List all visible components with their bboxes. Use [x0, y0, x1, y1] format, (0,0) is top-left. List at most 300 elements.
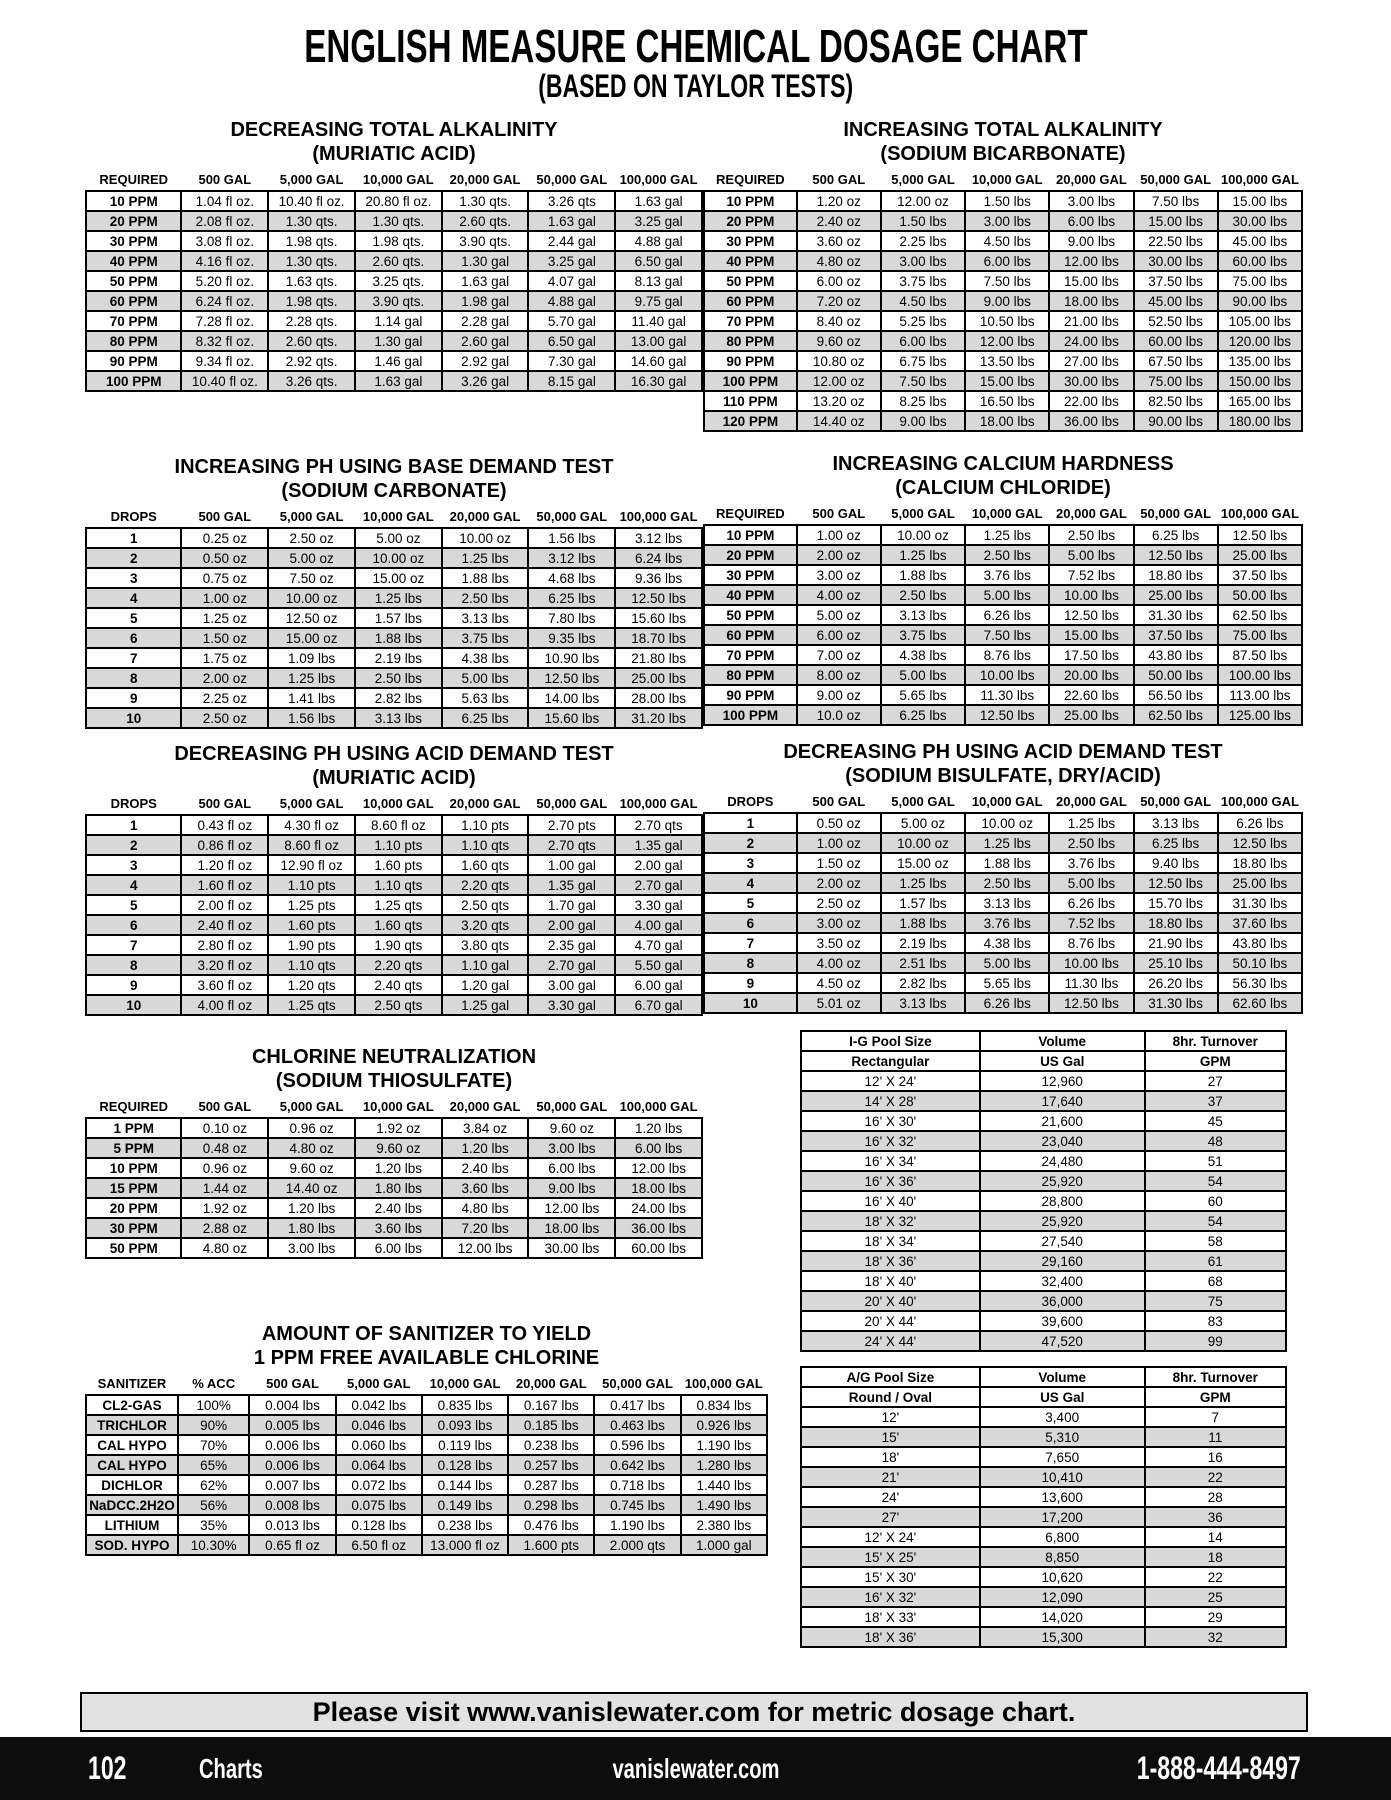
column-header: 500 GAL	[198, 172, 252, 187]
value-cell: 2.50 oz	[181, 708, 268, 728]
table-row	[801, 1251, 1286, 1271]
value-cell: 22	[1145, 1567, 1286, 1587]
value-cell: 7.50 lbs	[965, 625, 1049, 645]
value-cell: 3.30 gal	[528, 995, 615, 1015]
value-cell: 1.57 lbs	[881, 893, 965, 913]
table-row	[704, 645, 1302, 665]
table-row	[86, 1535, 767, 1555]
column-header: SANITIZER	[97, 1376, 167, 1391]
column-header: Rectangular	[801, 1051, 980, 1071]
value-cell: 5.00 lbs	[965, 953, 1049, 973]
table-row	[801, 1271, 1286, 1291]
value-cell: 2.92 qts.	[268, 351, 355, 371]
value-cell: 0.50 oz	[181, 548, 268, 568]
value-cell: 0.50 oz	[797, 813, 881, 833]
value-cell: 13,600	[980, 1487, 1145, 1507]
value-cell: 15.00 lbs	[1134, 211, 1218, 231]
value-cell: 90.00 lbs	[1218, 291, 1302, 311]
value-cell: 7.50 lbs	[1134, 191, 1218, 211]
row-label: 10	[86, 708, 181, 728]
value-cell: 36,000	[980, 1291, 1145, 1311]
value-cell: 12.00 oz	[881, 191, 965, 211]
value-cell: 6.25 lbs	[881, 705, 965, 725]
value-cell: 0.064 lbs	[336, 1455, 422, 1475]
value-cell: 6.26 lbs	[1218, 813, 1302, 833]
row-label: 20 PPM	[704, 211, 797, 231]
row-label: 10	[704, 993, 797, 1013]
row-label: NaDCC.2H2O	[86, 1495, 178, 1515]
value-cell: 14	[1145, 1527, 1286, 1547]
row-label: 50 PPM	[704, 271, 797, 291]
table-row	[704, 665, 1302, 685]
value-cell: 65%	[178, 1455, 250, 1475]
value-cell: 2.70 pts	[528, 815, 615, 835]
column-header: Volume	[980, 1367, 1145, 1387]
table-row	[86, 1178, 702, 1198]
value-cell: 7.80 lbs	[528, 608, 615, 628]
value-cell: 14.00 lbs	[528, 688, 615, 708]
value-cell: 5.65 lbs	[881, 685, 965, 705]
value-cell: 10.00 lbs	[1049, 953, 1133, 973]
value-cell: 180.00 lbs	[1218, 411, 1302, 431]
value-cell: 26.20 lbs	[1134, 973, 1218, 993]
column-header: Volume	[980, 1031, 1145, 1051]
column-header: REQUIRED	[716, 506, 785, 521]
header-row	[704, 792, 1302, 813]
row-label: TRICHLOR	[86, 1415, 178, 1435]
table-row	[704, 813, 1302, 833]
table-block-increasing-ph	[85, 455, 703, 729]
value-cell: 1.63 gal	[442, 271, 529, 291]
value-cell: 2.44 gal	[528, 231, 615, 251]
header-row	[704, 170, 1302, 191]
value-cell: 6.26 lbs	[965, 993, 1049, 1013]
value-cell: 2.00 oz	[797, 873, 881, 893]
column-header: Round / Oval	[801, 1387, 980, 1407]
value-cell: 2.50 lbs	[881, 585, 965, 605]
table-row	[86, 608, 702, 628]
row-label: 8	[86, 668, 181, 688]
table-row	[704, 311, 1302, 331]
row-label: 80 PPM	[86, 331, 181, 351]
row-label: SOD. HYPO	[86, 1535, 178, 1555]
value-cell: 0.008 lbs	[249, 1495, 335, 1515]
footer-section-label: Charts	[199, 1752, 264, 1784]
value-cell: 3.00 lbs	[1049, 191, 1133, 211]
column-header: 5,000 GAL	[347, 1376, 411, 1391]
table-subtitle: (SODIUM BICARBONATE)	[880, 143, 1126, 165]
table-row	[86, 1475, 767, 1495]
decreasing-ph-muriatic-table	[85, 794, 703, 1016]
column-header: 20,000 GAL	[515, 1376, 587, 1391]
value-cell: 12.90 fl oz	[268, 855, 355, 875]
column-header: DROPS	[110, 509, 157, 524]
table-subtitle: (MURIATIC ACID)	[312, 143, 476, 165]
value-cell: 45.00 lbs	[1134, 291, 1218, 311]
column-header: 100,000 GAL	[619, 1099, 698, 1114]
value-cell: 4.80 oz	[181, 1238, 268, 1258]
row-label: 110 PPM	[704, 391, 797, 411]
value-cell: 23,040	[980, 1131, 1145, 1151]
value-cell: 1.10 qts	[268, 955, 355, 975]
value-cell: 0.417 lbs	[594, 1395, 680, 1415]
value-cell: 1.00 oz	[181, 588, 268, 608]
column-header: 5,000 GAL	[279, 172, 344, 187]
value-cell: 24,480	[980, 1151, 1145, 1171]
value-cell: 2.82 lbs	[881, 973, 965, 993]
value-cell: 2.50 lbs	[965, 873, 1049, 893]
value-cell: 1.60 pts	[355, 855, 442, 875]
value-cell: 1.90 qts	[355, 935, 442, 955]
value-cell: 30.00 lbs	[1218, 211, 1302, 231]
value-cell: 2.00 gal	[528, 915, 615, 935]
header-row	[86, 1097, 702, 1118]
value-cell: 4.88 gal	[615, 231, 702, 251]
table-row	[86, 1455, 767, 1475]
value-cell: 4.00 gal	[615, 915, 702, 935]
value-cell: 1.70 gal	[528, 895, 615, 915]
value-cell: 10.90 lbs	[528, 648, 615, 668]
value-cell: 0.287 lbs	[508, 1475, 594, 1495]
row-label: 70 PPM	[704, 645, 797, 665]
value-cell: 6.26 lbs	[1049, 893, 1133, 913]
table-block-chlorine-neutralization	[85, 1045, 703, 1259]
value-cell: 17.50 lbs	[1049, 645, 1133, 665]
column-header: REQUIRED	[716, 172, 785, 187]
table-row	[86, 995, 702, 1015]
row-label: 30 PPM	[704, 231, 797, 251]
value-cell: 0.128 lbs	[336, 1515, 422, 1535]
value-cell: 1.00 gal	[528, 855, 615, 875]
table-row	[801, 1467, 1286, 1487]
value-cell: 60	[1145, 1191, 1286, 1211]
value-cell: 36.00 lbs	[1049, 411, 1133, 431]
column-header: % ACC	[192, 1376, 236, 1391]
row-label: 100 PPM	[704, 371, 797, 391]
column-header: 5,000 GAL	[891, 506, 955, 521]
value-cell: 1.88 lbs	[355, 628, 442, 648]
column-header: 50,000 GAL	[1140, 172, 1212, 187]
value-cell: 37.60 lbs	[1218, 913, 1302, 933]
table-row	[86, 935, 702, 955]
row-label: 18' X 36'	[801, 1627, 980, 1647]
value-cell: 1.20 lbs	[355, 1158, 442, 1178]
value-cell: 1.88 lbs	[881, 565, 965, 585]
value-cell: 16.30 gal	[615, 371, 702, 391]
table-title: INCREASING PH USING BASE DEMAND TEST	[174, 456, 614, 478]
value-cell: 2.40 oz	[797, 211, 881, 231]
value-cell: 1.10 pts	[268, 875, 355, 895]
value-cell: 10.0 oz	[797, 705, 881, 725]
value-cell: 2.88 oz	[181, 1218, 268, 1238]
value-cell: 7.20 oz	[797, 291, 881, 311]
table-block-sanitizer-yield	[85, 1322, 768, 1556]
row-label: 9	[86, 688, 181, 708]
row-label: 1	[704, 813, 797, 833]
value-cell: 30.00 lbs	[1049, 371, 1133, 391]
table-row	[86, 975, 702, 995]
value-cell: 75.00 lbs	[1134, 371, 1218, 391]
value-cell: 22	[1145, 1467, 1286, 1487]
data-table	[800, 1030, 1287, 1352]
table-row	[86, 628, 702, 648]
row-label: CAL HYPO	[86, 1435, 178, 1455]
value-cell: 9.60 oz	[528, 1118, 615, 1138]
value-cell: 9.60 oz	[268, 1158, 355, 1178]
value-cell: 25,920	[980, 1171, 1145, 1191]
value-cell: 83	[1145, 1311, 1286, 1331]
value-cell: 18.00 lbs	[528, 1218, 615, 1238]
value-cell: 32	[1145, 1627, 1286, 1647]
value-cell: 50.00 lbs	[1218, 585, 1302, 605]
value-cell: 1.09 lbs	[268, 648, 355, 668]
value-cell: 12.00 lbs	[615, 1158, 702, 1178]
value-cell: 62%	[178, 1475, 250, 1495]
value-cell: 10,620	[980, 1567, 1145, 1587]
value-cell: 0.119 lbs	[422, 1435, 508, 1455]
table-row	[86, 291, 702, 311]
value-cell: 25.00 lbs	[1218, 545, 1302, 565]
row-label: 1	[86, 528, 181, 548]
increasing-total-alkalinity-table	[703, 170, 1303, 432]
value-cell: 12.50 lbs	[1134, 873, 1218, 893]
value-cell: 12.50 lbs	[965, 705, 1049, 725]
data-table	[85, 507, 703, 729]
value-cell: 0.093 lbs	[422, 1415, 508, 1435]
value-cell: 29	[1145, 1607, 1286, 1627]
value-cell: 2.50 lbs	[1049, 833, 1133, 853]
table-row	[801, 1487, 1286, 1507]
value-cell: 4.50 lbs	[965, 231, 1049, 251]
column-header: 50,000 GAL	[536, 172, 608, 187]
table-row	[86, 371, 702, 391]
table-row	[801, 1547, 1286, 1567]
value-cell: 4.88 gal	[528, 291, 615, 311]
value-cell: 5.65 lbs	[965, 973, 1049, 993]
value-cell: 2.82 lbs	[355, 688, 442, 708]
row-label: 16' X 36'	[801, 1171, 980, 1191]
row-label: LITHIUM	[86, 1515, 178, 1535]
value-cell: 1.44 oz	[181, 1178, 268, 1198]
header-row	[801, 1031, 1286, 1051]
value-cell: 3.30 gal	[615, 895, 702, 915]
value-cell: 45.00 lbs	[1218, 231, 1302, 251]
value-cell: 4.70 gal	[615, 935, 702, 955]
value-cell: 12.00 oz	[797, 371, 881, 391]
row-label: 20' X 44'	[801, 1311, 980, 1331]
value-cell: 2.70 gal	[528, 955, 615, 975]
value-cell: 28.00 lbs	[615, 688, 702, 708]
value-cell: 0.257 lbs	[508, 1455, 594, 1475]
value-cell: 5.63 lbs	[442, 688, 529, 708]
value-cell: 2.60 qts.	[355, 251, 442, 271]
table-block-ig-pool-size	[800, 1026, 1287, 1352]
row-label: DICHLOR	[86, 1475, 178, 1495]
column-header: 100,000 GAL	[1220, 506, 1299, 521]
value-cell: 5.25 lbs	[881, 311, 965, 331]
value-cell: 90.00 lbs	[1134, 411, 1218, 431]
value-cell: 1.25 qts	[268, 995, 355, 1015]
footer-left	[0, 1750, 430, 1787]
value-cell: 1.25 lbs	[268, 668, 355, 688]
value-cell: 2.40 lbs	[355, 1198, 442, 1218]
value-cell: 12.50 oz	[268, 608, 355, 628]
value-cell: 1.63 gal	[528, 211, 615, 231]
value-cell: 1.20 gal	[442, 975, 529, 995]
value-cell: 54	[1145, 1171, 1286, 1191]
row-label: 20 PPM	[704, 545, 797, 565]
value-cell: 4.50 oz	[797, 973, 881, 993]
value-cell: 3.13 lbs	[1134, 813, 1218, 833]
value-cell: 6.75 lbs	[881, 351, 965, 371]
value-cell: 50.10 lbs	[1218, 953, 1302, 973]
table-row	[801, 1071, 1286, 1091]
column-header: 10,000 GAL	[971, 794, 1043, 809]
table-title: DECREASING TOTAL ALKALINITY	[230, 119, 558, 141]
value-cell: 3.13 lbs	[442, 608, 529, 628]
value-cell: 0.86 fl oz	[181, 835, 268, 855]
table-row	[86, 1415, 767, 1435]
value-cell: 50.00 lbs	[1134, 665, 1218, 685]
value-cell: 10.80 oz	[797, 351, 881, 371]
value-cell: 1.90 pts	[268, 935, 355, 955]
value-cell: 1.10 qts	[355, 875, 442, 895]
value-cell: 113.00 lbs	[1218, 685, 1302, 705]
value-cell: 3.26 qts	[528, 191, 615, 211]
value-cell: 1.20 qts	[268, 975, 355, 995]
column-header: 50,000 GAL	[536, 509, 608, 524]
value-cell: 4.38 lbs	[965, 933, 1049, 953]
value-cell: 10.40 fl oz.	[268, 191, 355, 211]
value-cell: 18.80 lbs	[1218, 853, 1302, 873]
value-cell: 25.00 lbs	[615, 668, 702, 688]
value-cell: 0.042 lbs	[336, 1395, 422, 1415]
table-row	[86, 1218, 702, 1238]
value-cell: 1.20 fl oz	[181, 855, 268, 875]
column-header: REQUIRED	[99, 172, 169, 187]
value-cell: 47,520	[980, 1331, 1145, 1351]
value-cell: 11.40 gal	[615, 311, 702, 331]
sanitizer-yield-table	[85, 1374, 768, 1556]
value-cell: 6.70 gal	[615, 995, 702, 1015]
value-cell: 37.50 lbs	[1134, 625, 1218, 645]
value-cell: 15,300	[980, 1627, 1145, 1647]
column-header: 5,000 GAL	[279, 509, 344, 524]
value-cell: 12.00 lbs	[528, 1198, 615, 1218]
table-row	[801, 1151, 1286, 1171]
value-cell: 60.00 lbs	[1134, 331, 1218, 351]
value-cell: 1.20 oz	[797, 191, 881, 211]
value-cell: 3.60 lbs	[355, 1218, 442, 1238]
table-row	[704, 993, 1302, 1013]
value-cell: 165.00 lbs	[1218, 391, 1302, 411]
value-cell: 2.50 lbs	[965, 545, 1049, 565]
row-label: 8	[86, 955, 181, 975]
value-cell: 58	[1145, 1231, 1286, 1251]
value-cell: 0.167 lbs	[508, 1395, 594, 1415]
value-cell: 10.00 oz	[442, 528, 529, 548]
row-label: 100 PPM	[704, 705, 797, 725]
value-cell: 10.00 oz	[881, 833, 965, 853]
column-header: 500 GAL	[198, 796, 252, 811]
value-cell: 1.20 lbs	[268, 1198, 355, 1218]
value-cell: 56%	[178, 1495, 250, 1515]
data-table	[85, 1374, 768, 1556]
value-cell: 9.00 lbs	[528, 1178, 615, 1198]
table-row	[704, 231, 1302, 251]
table-row	[801, 1231, 1286, 1251]
row-label: 12' X 24'	[801, 1071, 980, 1091]
row-label: 90 PPM	[86, 351, 181, 371]
table-block-decreasing-total-alkalinity	[85, 118, 703, 392]
value-cell: 13.50 lbs	[965, 351, 1049, 371]
value-cell: 1.190 lbs	[594, 1515, 680, 1535]
row-label: 20 PPM	[86, 1198, 181, 1218]
value-cell: 1.60 fl oz	[181, 875, 268, 895]
value-cell: 1.280 lbs	[681, 1455, 767, 1475]
column-header: 500 GAL	[812, 172, 866, 187]
value-cell: 5.00 oz	[881, 813, 965, 833]
value-cell: 135.00 lbs	[1218, 351, 1302, 371]
value-cell: 3.90 qts.	[355, 291, 442, 311]
value-cell: 7,650	[980, 1447, 1145, 1467]
value-cell: 1.88 lbs	[881, 913, 965, 933]
value-cell: 5,310	[980, 1427, 1145, 1447]
row-label: 16' X 32'	[801, 1131, 980, 1151]
footer-phone: 1-888-444-8497	[1137, 1750, 1301, 1786]
row-label: 120 PPM	[704, 411, 797, 431]
value-cell: 2.20 qts	[355, 955, 442, 975]
value-cell: 1.80 lbs	[355, 1178, 442, 1198]
value-cell: 2.70 gal	[615, 875, 702, 895]
value-cell: 48	[1145, 1131, 1286, 1151]
value-cell: 32,400	[980, 1271, 1145, 1291]
value-cell: 10.00 oz	[881, 525, 965, 545]
value-cell: 3.00 lbs	[528, 1138, 615, 1158]
value-cell: 3.13 lbs	[881, 993, 965, 1013]
value-cell: 3.75 lbs	[881, 625, 965, 645]
value-cell: 120.00 lbs	[1218, 331, 1302, 351]
value-cell: 6.00 oz	[797, 625, 881, 645]
table-row	[801, 1507, 1286, 1527]
value-cell: 1.50 lbs	[881, 211, 965, 231]
value-cell: 8.25 lbs	[881, 391, 965, 411]
value-cell: 8.60 fl oz	[355, 815, 442, 835]
metric-chart-banner-text: Please visit www.vanislewater.com for metric dosage chart.	[312, 1696, 1076, 1727]
column-header: 5,000 GAL	[891, 794, 955, 809]
value-cell: 0.238 lbs	[422, 1515, 508, 1535]
value-cell: 1.00 oz	[797, 833, 881, 853]
value-cell: 2.25 lbs	[881, 231, 965, 251]
value-cell: 6.00 lbs	[965, 251, 1049, 271]
row-label: 30 PPM	[704, 565, 797, 585]
value-cell: 43.80 lbs	[1134, 645, 1218, 665]
value-cell: 1.25 gal	[442, 995, 529, 1015]
footer-website: vanislewater.com	[612, 1752, 779, 1784]
table-row	[801, 1111, 1286, 1131]
table-row	[704, 371, 1302, 391]
row-label: 80 PPM	[704, 665, 797, 685]
value-cell: 12.50 lbs	[1218, 833, 1302, 853]
row-label: 7	[86, 648, 181, 668]
column-header: 50,000 GAL	[536, 1099, 608, 1114]
row-label: 24' X 44'	[801, 1331, 980, 1351]
row-label: 10	[86, 995, 181, 1015]
value-cell: 2.70 qts	[615, 815, 702, 835]
value-cell: 100.00 lbs	[1218, 665, 1302, 685]
value-cell: 3.60 lbs	[442, 1178, 529, 1198]
value-cell: 10.00 oz	[268, 588, 355, 608]
